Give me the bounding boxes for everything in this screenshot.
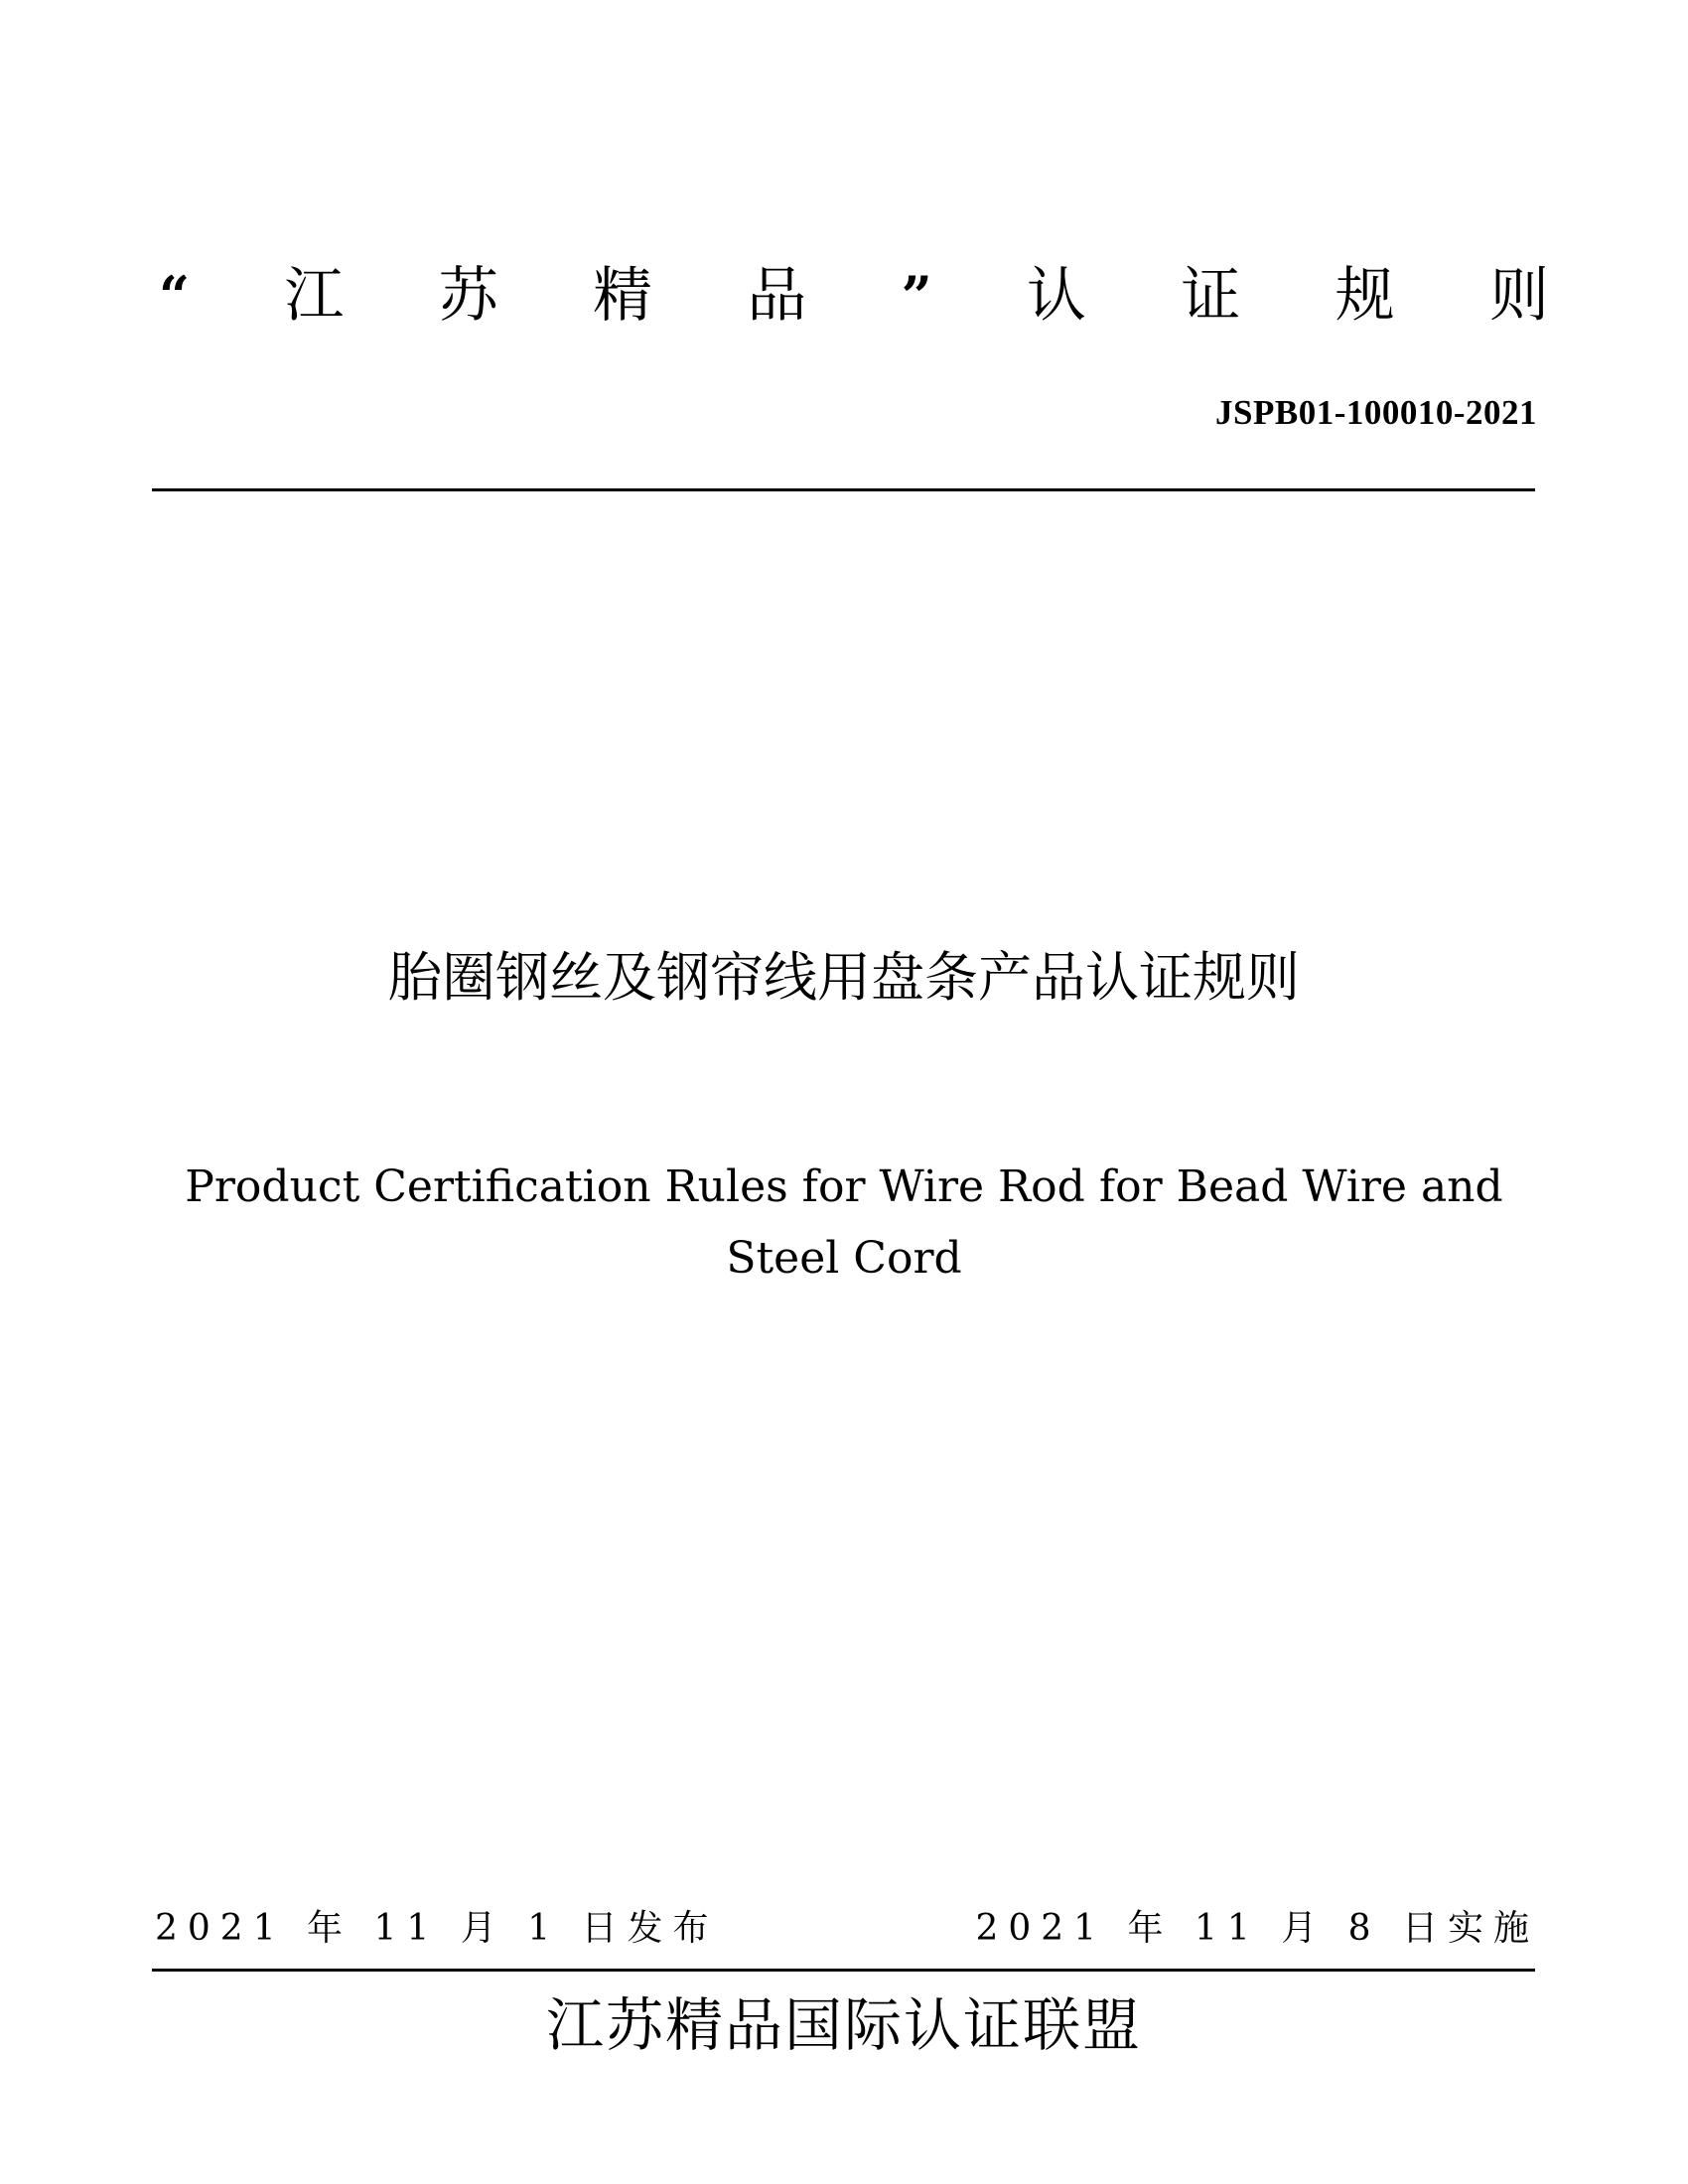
header-title-char: “ (159, 264, 191, 328)
header-title-char: 认 (1027, 261, 1086, 331)
header-title-char: 精 (593, 261, 652, 331)
header-title-char: 则 (1488, 261, 1549, 331)
cover-header-title (159, 256, 1549, 336)
header-title-char: 江 (284, 261, 345, 331)
header-title-char: 证 (1181, 261, 1241, 331)
header-title-char: 品 (747, 261, 807, 331)
document-title-chinese: 胎圈钢丝及钢帘线用盘条产品认证规则 (388, 946, 1300, 1009)
document-number: JSPB01-100010-2021 (1215, 393, 1537, 432)
issue-date: 2021 年 11 月 1 日发布 (155, 1908, 719, 1949)
bottom-divider (152, 1969, 1535, 1972)
header-title-char: ” (901, 264, 932, 328)
header-title-char: 苏 (438, 261, 498, 331)
top-divider (152, 488, 1535, 491)
header-title-char: 规 (1335, 261, 1395, 331)
document-title-english: Product Certification Rules for Wire Rod for Bead Wire and Steel Cord (185, 1161, 1503, 1284)
effective-date: 2021 年 11 月 8 日实施 (975, 1908, 1539, 1949)
publisher-name: 江苏精品国际认证联盟 (545, 1991, 1142, 2059)
